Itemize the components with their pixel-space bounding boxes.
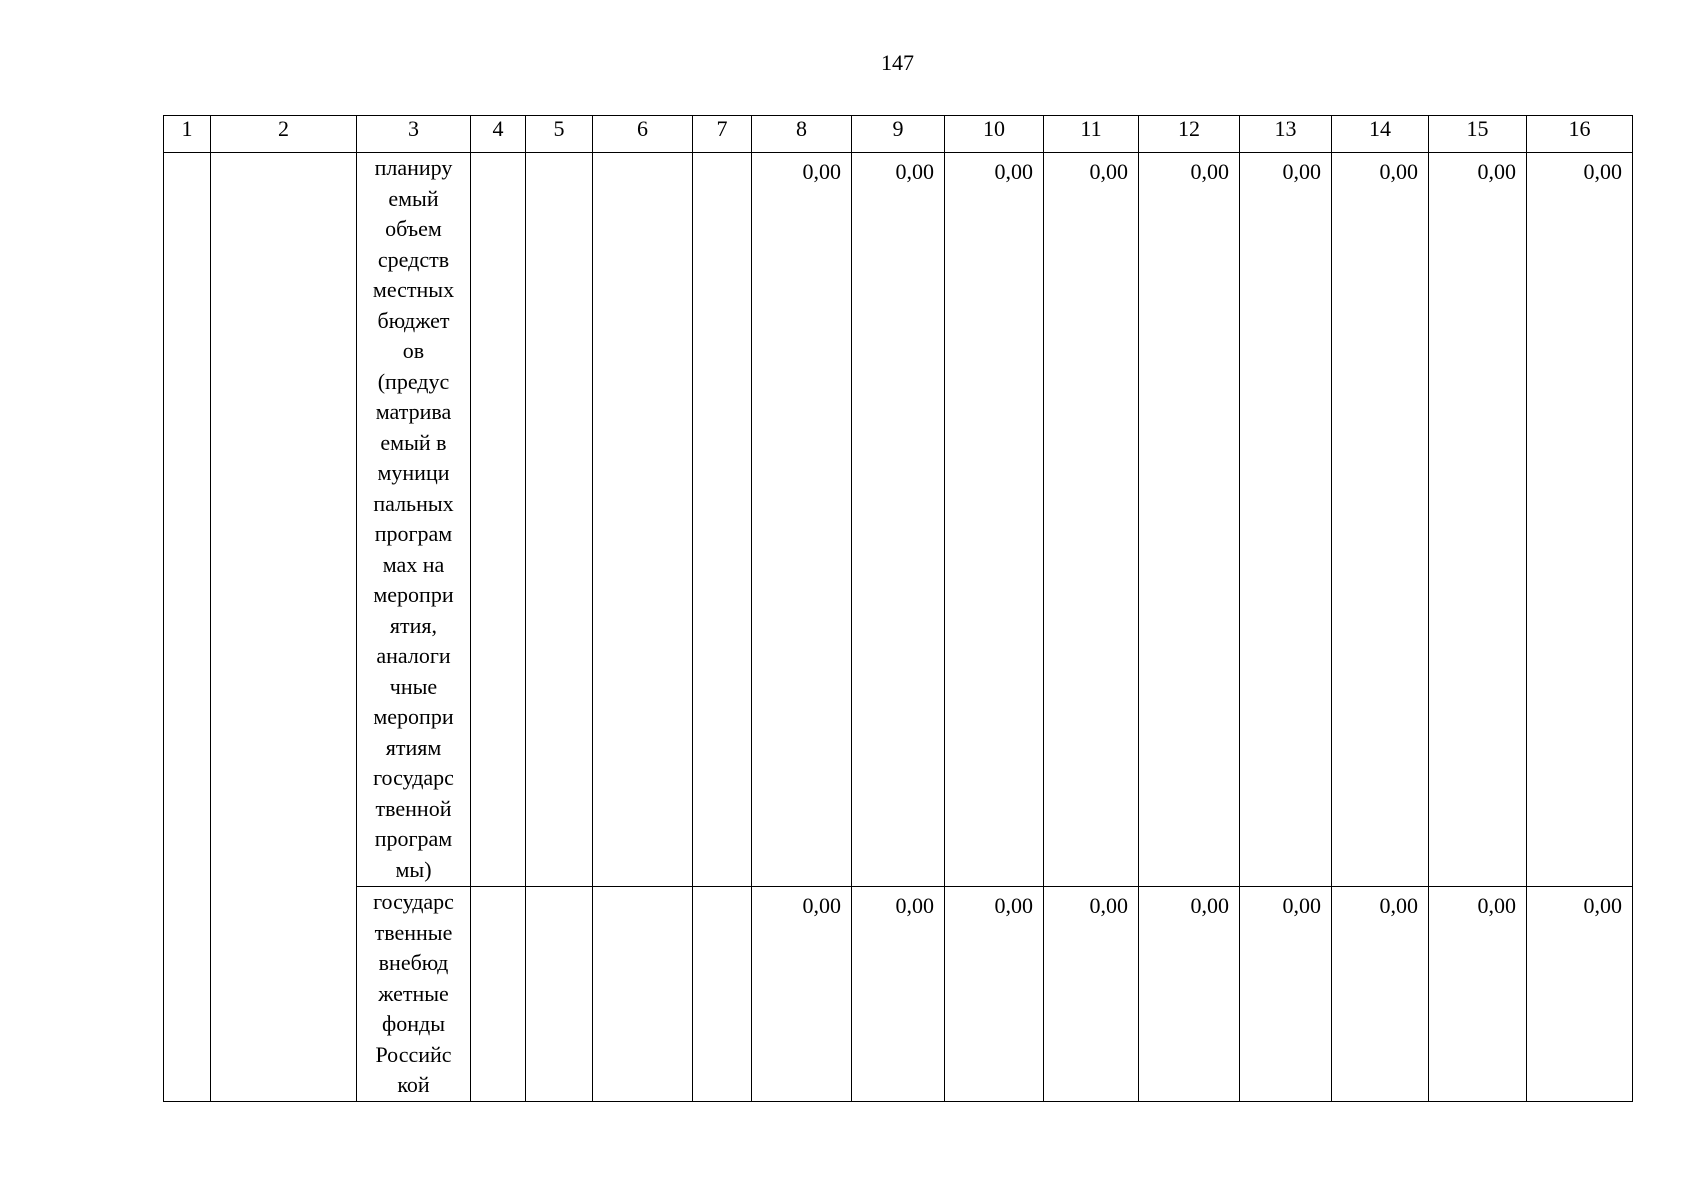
value-cell: 0,00 — [1139, 887, 1240, 1102]
column-header: 16 — [1527, 116, 1633, 153]
description-line: муници — [377, 460, 450, 485]
table-header-row — [164, 116, 1633, 153]
table-row — [164, 153, 1633, 887]
column-header: 12 — [1139, 116, 1240, 153]
table-cell-col5 — [526, 887, 593, 1102]
description-line: емый в — [380, 429, 447, 455]
table-cell-col1 — [164, 153, 211, 1102]
description-line: твенные — [374, 919, 453, 945]
column-header: 13 — [1240, 116, 1332, 153]
description-line: ятиям — [385, 734, 442, 760]
column-header: 6 — [593, 116, 693, 153]
description-line: бюджет — [377, 307, 450, 333]
column-header: 7 — [693, 116, 752, 153]
value-cell: 0,00 — [752, 887, 852, 1102]
data-table — [163, 115, 1633, 1102]
value-cell: 0,00 — [1332, 153, 1429, 887]
description-line: пальных — [373, 490, 454, 516]
description-line: государс — [373, 765, 454, 790]
description-line: средств — [377, 246, 450, 272]
row-description — [357, 153, 471, 887]
value-cell: 0,00 — [1044, 887, 1139, 1102]
value-cell: 0,00 — [852, 153, 945, 887]
value-cell: 0,00 — [1139, 153, 1240, 887]
description-line: матрива — [375, 399, 452, 424]
column-header: 11 — [1044, 116, 1139, 153]
column-header: 3 — [357, 116, 471, 153]
description-line: Российс — [375, 1041, 452, 1067]
table-cell-col7 — [693, 887, 752, 1102]
description-line: чные — [389, 673, 438, 699]
value-cell: 0,00 — [1044, 153, 1139, 887]
description-line: кой — [397, 1072, 430, 1097]
table-row — [164, 887, 1633, 1102]
value-cell: 0,00 — [1240, 887, 1332, 1102]
table-cell-col7 — [693, 153, 752, 887]
description-line: внебюд — [378, 950, 449, 975]
description-line: аналоги — [376, 643, 451, 668]
value-cell: 0,00 — [852, 887, 945, 1102]
table-cell-col4 — [471, 887, 526, 1102]
value-cell: 0,00 — [1429, 887, 1527, 1102]
table-cell-col4 — [471, 153, 526, 887]
description-line: фонды — [381, 1011, 445, 1036]
column-header: 14 — [1332, 116, 1429, 153]
description-line: ов — [402, 338, 425, 363]
table-cell-col5 — [526, 153, 593, 887]
description-line: (предус — [377, 368, 450, 394]
column-header: 5 — [526, 116, 593, 153]
table-cell-col2 — [211, 153, 357, 1102]
column-header: 15 — [1429, 116, 1527, 153]
value-cell: 0,00 — [1332, 887, 1429, 1102]
table-cell-col6 — [593, 153, 693, 887]
column-header: 4 — [471, 116, 526, 153]
description-line: планиру — [374, 155, 453, 180]
description-line: жетные — [378, 980, 449, 1006]
description-line: мы) — [395, 856, 432, 882]
description-line: ятия, — [389, 612, 438, 638]
row-description — [357, 887, 471, 1102]
description-line: емый — [388, 185, 439, 211]
description-line: твенной — [375, 795, 452, 821]
value-cell: 0,00 — [945, 887, 1044, 1102]
value-cell: 0,00 — [1527, 887, 1633, 1102]
table-cell-col6 — [593, 887, 693, 1102]
column-header: 9 — [852, 116, 945, 153]
column-header: 8 — [752, 116, 852, 153]
description-line: объем — [385, 216, 442, 241]
value-cell: 0,00 — [1429, 153, 1527, 887]
description-line: програм — [374, 521, 453, 546]
column-header: 2 — [211, 116, 357, 153]
description-line: мах на — [382, 551, 445, 577]
description-line: местных — [372, 277, 455, 302]
column-header: 1 — [164, 116, 211, 153]
value-cell: 0,00 — [1240, 153, 1332, 887]
description-line: государс — [373, 889, 454, 914]
description-line: меропри — [373, 704, 454, 729]
description-line: меропри — [373, 582, 454, 607]
value-cell: 0,00 — [945, 153, 1044, 887]
value-cell: 0,00 — [752, 153, 852, 887]
description-line: програм — [374, 826, 453, 851]
column-header: 10 — [945, 116, 1044, 153]
value-cell: 0,00 — [1527, 153, 1633, 887]
page-number: 147 — [881, 50, 914, 75]
